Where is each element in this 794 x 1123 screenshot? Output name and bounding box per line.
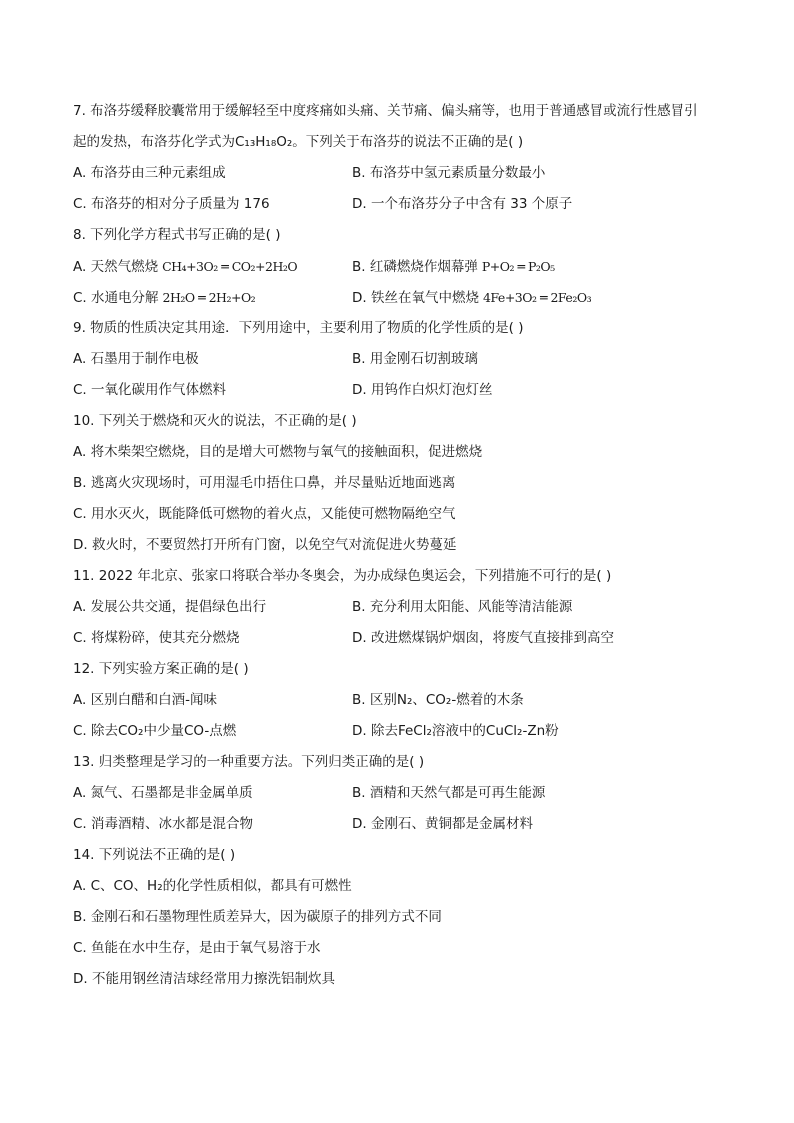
question-9 xyxy=(73,313,733,406)
option-d: D. 不能用钢丝清洁球经常用力擦洗铝制炊具 xyxy=(73,971,335,987)
option-c: C. 用水灭火，既能降低可燃物的着火点，又能使可燃物隔绝空气 xyxy=(73,506,456,522)
option-d: D. 用钨作白炽灯泡灯丝 xyxy=(352,382,493,398)
chemical-equation: 4Fe+3O₂ ═ 2Fe₂O₃ xyxy=(482,290,592,305)
option-label: D. 铁丝在氧气中燃烧 xyxy=(352,290,479,306)
question-stem: 7. 布洛芬缓释胶囊常用于缓解轻至中度疼痛如头痛、关节痛、偏头痛等，也用于普通感冒或流行性感冒引 xyxy=(73,103,698,119)
option-label: A. 天然气燃烧 xyxy=(73,259,159,275)
option-c: C. 一氧化碳用作气体燃料 xyxy=(73,382,227,398)
option-b: B. 充分利用太阳能、风能等清洁能源 xyxy=(352,599,573,615)
option-b: B. 酒精和天然气都是可再生能源 xyxy=(352,785,546,801)
option-label: B. 红磷燃烧作烟幕弹 xyxy=(352,259,478,275)
option-c: C. 将煤粉碎，使其充分燃烧 xyxy=(73,630,240,646)
question-14 xyxy=(73,840,733,995)
option-a: A. 将木柴架空燃烧，目的是增大可燃物与氧气的接触面积，促进燃烧 xyxy=(73,444,483,460)
question-stem: 起的发热，布洛芬化学式为C₁₃H₁₈O₂。下列关于布洛芬的说法不正确的是( ) xyxy=(73,134,524,150)
option-d: D. 金刚石、黄铜都是金属材料 xyxy=(352,816,533,832)
question-10 xyxy=(73,406,733,561)
exam-page xyxy=(73,96,733,995)
option-d: D. 除去FeCl₂溶液中的CuCl₂-Zn粉 xyxy=(352,723,559,739)
option-d: D. 救火时，不要贸然打开所有门窗，以免空气对流促进火势蔓延 xyxy=(73,537,457,553)
option-a: A. 氮气、石墨都是非金属单质 xyxy=(73,785,253,801)
question-7 xyxy=(73,96,733,220)
option-c: C. 布洛芬的相对分子质量为 176 xyxy=(73,196,270,212)
chemical-equation: 2H₂O ═ 2H₂+O₂ xyxy=(162,290,256,305)
option-d: D. 一个布洛芬分子中含有 33 个原子 xyxy=(352,196,573,212)
option-a: A. 发展公共交通，提倡绿色出行 xyxy=(73,599,267,615)
option-c: C. 消毒酒精、冰水都是混合物 xyxy=(73,816,254,832)
option-c: C. 鱼能在水中生存，是由于氧气易溶于水 xyxy=(73,940,321,956)
option-b xyxy=(352,251,733,282)
option-b: B. 用金刚石切割玻璃 xyxy=(352,351,478,367)
option-a: A. C、CO、H₂的化学性质相似，都具有可燃性 xyxy=(73,878,352,894)
question-stem: 13. 归类整理是学习的一种重要方法。下列归类正确的是( ) xyxy=(73,754,425,770)
option-c xyxy=(73,282,352,313)
chemical-equation: CH₄+3O₂ ═ CO₂+2H₂O xyxy=(162,259,298,274)
option-b: B. 金刚石和石墨物理性质差异大，因为碳原子的排列方式不同 xyxy=(73,909,442,925)
chemical-equation: P+O₂ ═ P₂O₅ xyxy=(481,259,555,274)
option-a: A. 石墨用于制作电极 xyxy=(73,351,199,367)
question-stem: 14. 下列说法不正确的是( ) xyxy=(73,847,236,863)
option-c: C. 除去CO₂中少量CO-点燃 xyxy=(73,723,237,739)
option-a: A. 布洛芬由三种元素组成 xyxy=(73,165,226,181)
option-d: D. 改进燃煤锅炉烟囱，将废气直接排到高空 xyxy=(352,630,614,646)
option-b: B. 布洛芬中氢元素质量分数最小 xyxy=(352,165,546,181)
question-stem: 8. 下列化学方程式书写正确的是( ) xyxy=(73,227,281,243)
option-b: B. 区别N₂、CO₂-燃着的木条 xyxy=(352,692,524,708)
question-11 xyxy=(73,561,733,654)
option-d xyxy=(352,282,733,313)
question-stem: 11. 2022 年北京、张家口将联合举办冬奥会，为办成绿色奥运会，下列措施不可行的是( ) xyxy=(73,568,612,584)
option-label: C. 水通电分解 xyxy=(73,290,159,306)
question-stem: 9. 物质的性质决定其用途．下列用途中，主要利用了物质的化学性质的是( ) xyxy=(73,320,524,336)
question-13 xyxy=(73,747,733,840)
question-8 xyxy=(73,220,733,313)
option-b: B. 逃离火灾现场时，可用湿毛巾捂住口鼻，并尽量贴近地面逃离 xyxy=(73,475,456,491)
question-stem: 10. 下列关于燃烧和灭火的说法，不正确的是( ) xyxy=(73,413,357,429)
option-a xyxy=(73,251,352,282)
option-a: A. 区别白醋和白酒-闻味 xyxy=(73,692,217,708)
question-12 xyxy=(73,654,733,747)
question-stem: 12. 下列实验方案正确的是( ) xyxy=(73,661,249,677)
